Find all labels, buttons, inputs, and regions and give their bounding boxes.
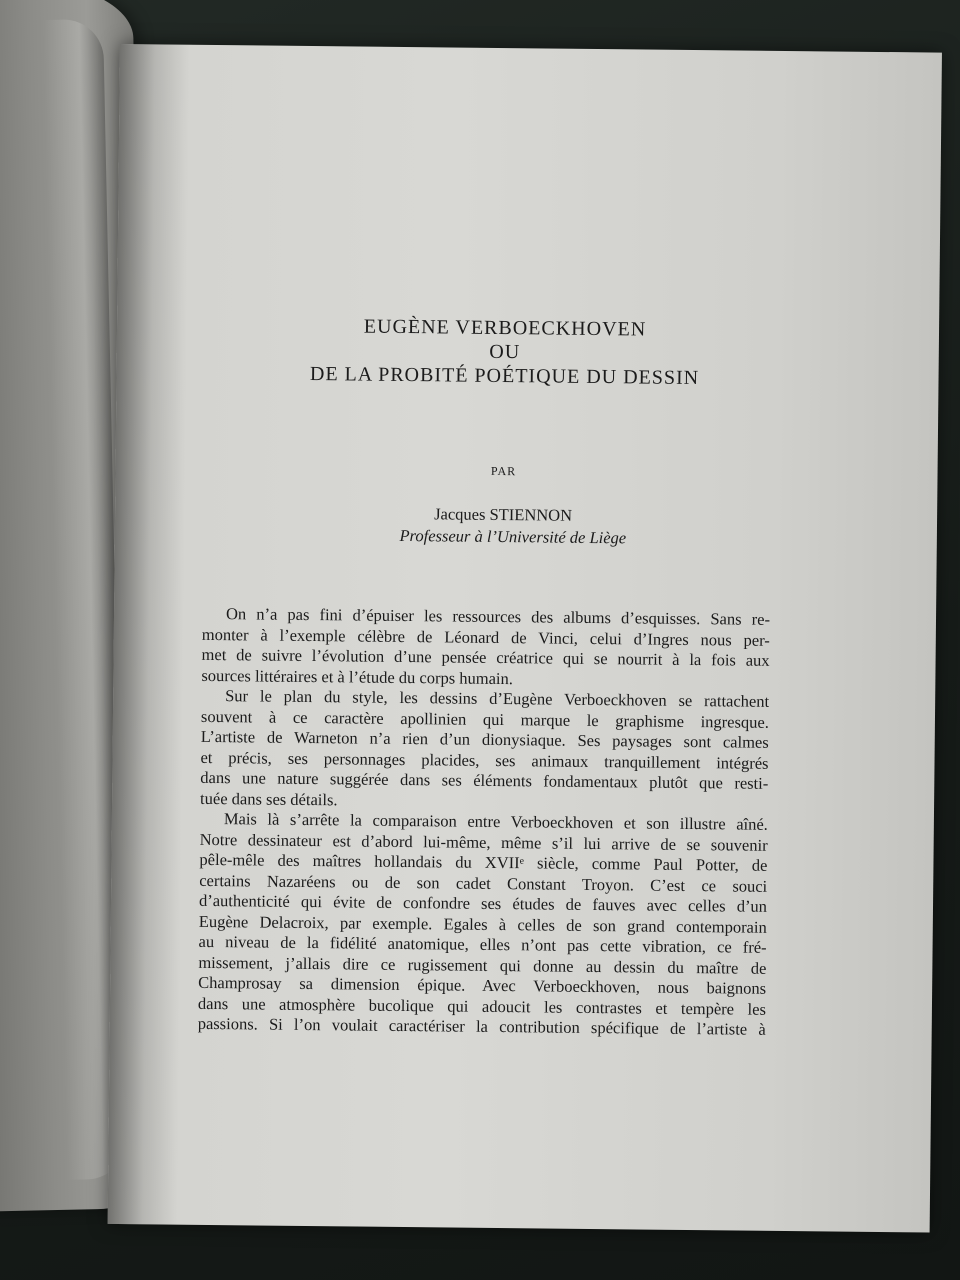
text-line: On n’a pas fini d’épuiser les ressources des albums d’esquisses. Sans re- (225, 604, 771, 629)
text-line: dans une atmosphère bucolique qui adoucit les contrastes et tempère les (197, 993, 767, 1019)
text-line: et précis, ses personnages placides, ses animaux tranquillement intégrés (200, 747, 769, 773)
gutter-shadow (108, 44, 190, 1225)
text-line: Mais là s’arrête la comparaison entre Verboeckhoven et son illustre aîné. (223, 809, 768, 834)
article-title (204, 313, 785, 391)
text-line: sources littéraires et à l’étude du corps humain. (201, 665, 514, 688)
text-line: Notre dessinateur est d’abord lui-même, même s’il lui arrive de se souvenir (199, 829, 768, 855)
text-line: tuée dans ses détails. (200, 788, 338, 809)
author-name: Jacques STIENNON (434, 504, 573, 525)
text-line: certains Nazaréens ou de son cadet Constant Troyon. C’est ce souci (199, 870, 768, 896)
paragraph-1 (201, 604, 770, 692)
text-line: au niveau de la fidélité anatomique, elles n’ont pas cette vibration, ce fré- (198, 931, 767, 957)
text-line: Eugène Delacroix, par exemple. Egales à celles de son grand contemporain (198, 911, 767, 937)
paragraph-2 (200, 686, 769, 815)
title-line-2: OU (489, 340, 521, 364)
book-page (108, 44, 942, 1233)
text-line: L’artiste de Warneton n’a rien d’un dionysiaque. Ses paysages sont calmes (200, 726, 769, 752)
text-line: Champrosay sa dimension épique. Avec Verboeckhoven, nous baignons (198, 972, 767, 998)
byline-par: PAR (490, 463, 517, 479)
text-line: pêle-mêle des maîtres hollandais du XVIIᵉ siècle, comme Paul Potter, de (199, 849, 768, 875)
text-line: Sur le plan du style, les dessins d’Eugène Verboeckhoven se rattachent (225, 686, 770, 711)
text-line: passions. Si l’on voulait caractériser la contribution spécifique de l’artiste à (197, 1013, 766, 1039)
title-line-1: EUGÈNE VERBOECKHOVEN (363, 315, 647, 341)
text-line: souvent à ce caractère apollinien qui marque le graphisme ingresque. (200, 706, 770, 732)
text-line: missement, j’allais dire ce rugissement qui donne au dessin du maître de (198, 952, 767, 978)
text-line: d’authenticité qui évite de confondre ses études de fauves avec celles d’un (198, 890, 768, 916)
text-line: monter à l’exemple célèbre de Léonard de Vinci, celui d’Ingres nous per- (201, 624, 770, 650)
page-content (198, 313, 786, 1041)
title-line-3: DE LA PROBITÉ POÉTIQUE DU DESSIN (309, 363, 700, 390)
body-text (198, 604, 770, 1040)
text-line: met de suivre l’évolution d’une pensée créatrice qui se nourrit à la fois aux (201, 644, 770, 670)
paragraph-3 (198, 809, 768, 1040)
text-line: dans une nature suggérée dans ses éléments fondamentaux plutôt que resti- (200, 767, 769, 793)
author-affiliation: Professeur à l’Université de Liège (399, 525, 627, 548)
